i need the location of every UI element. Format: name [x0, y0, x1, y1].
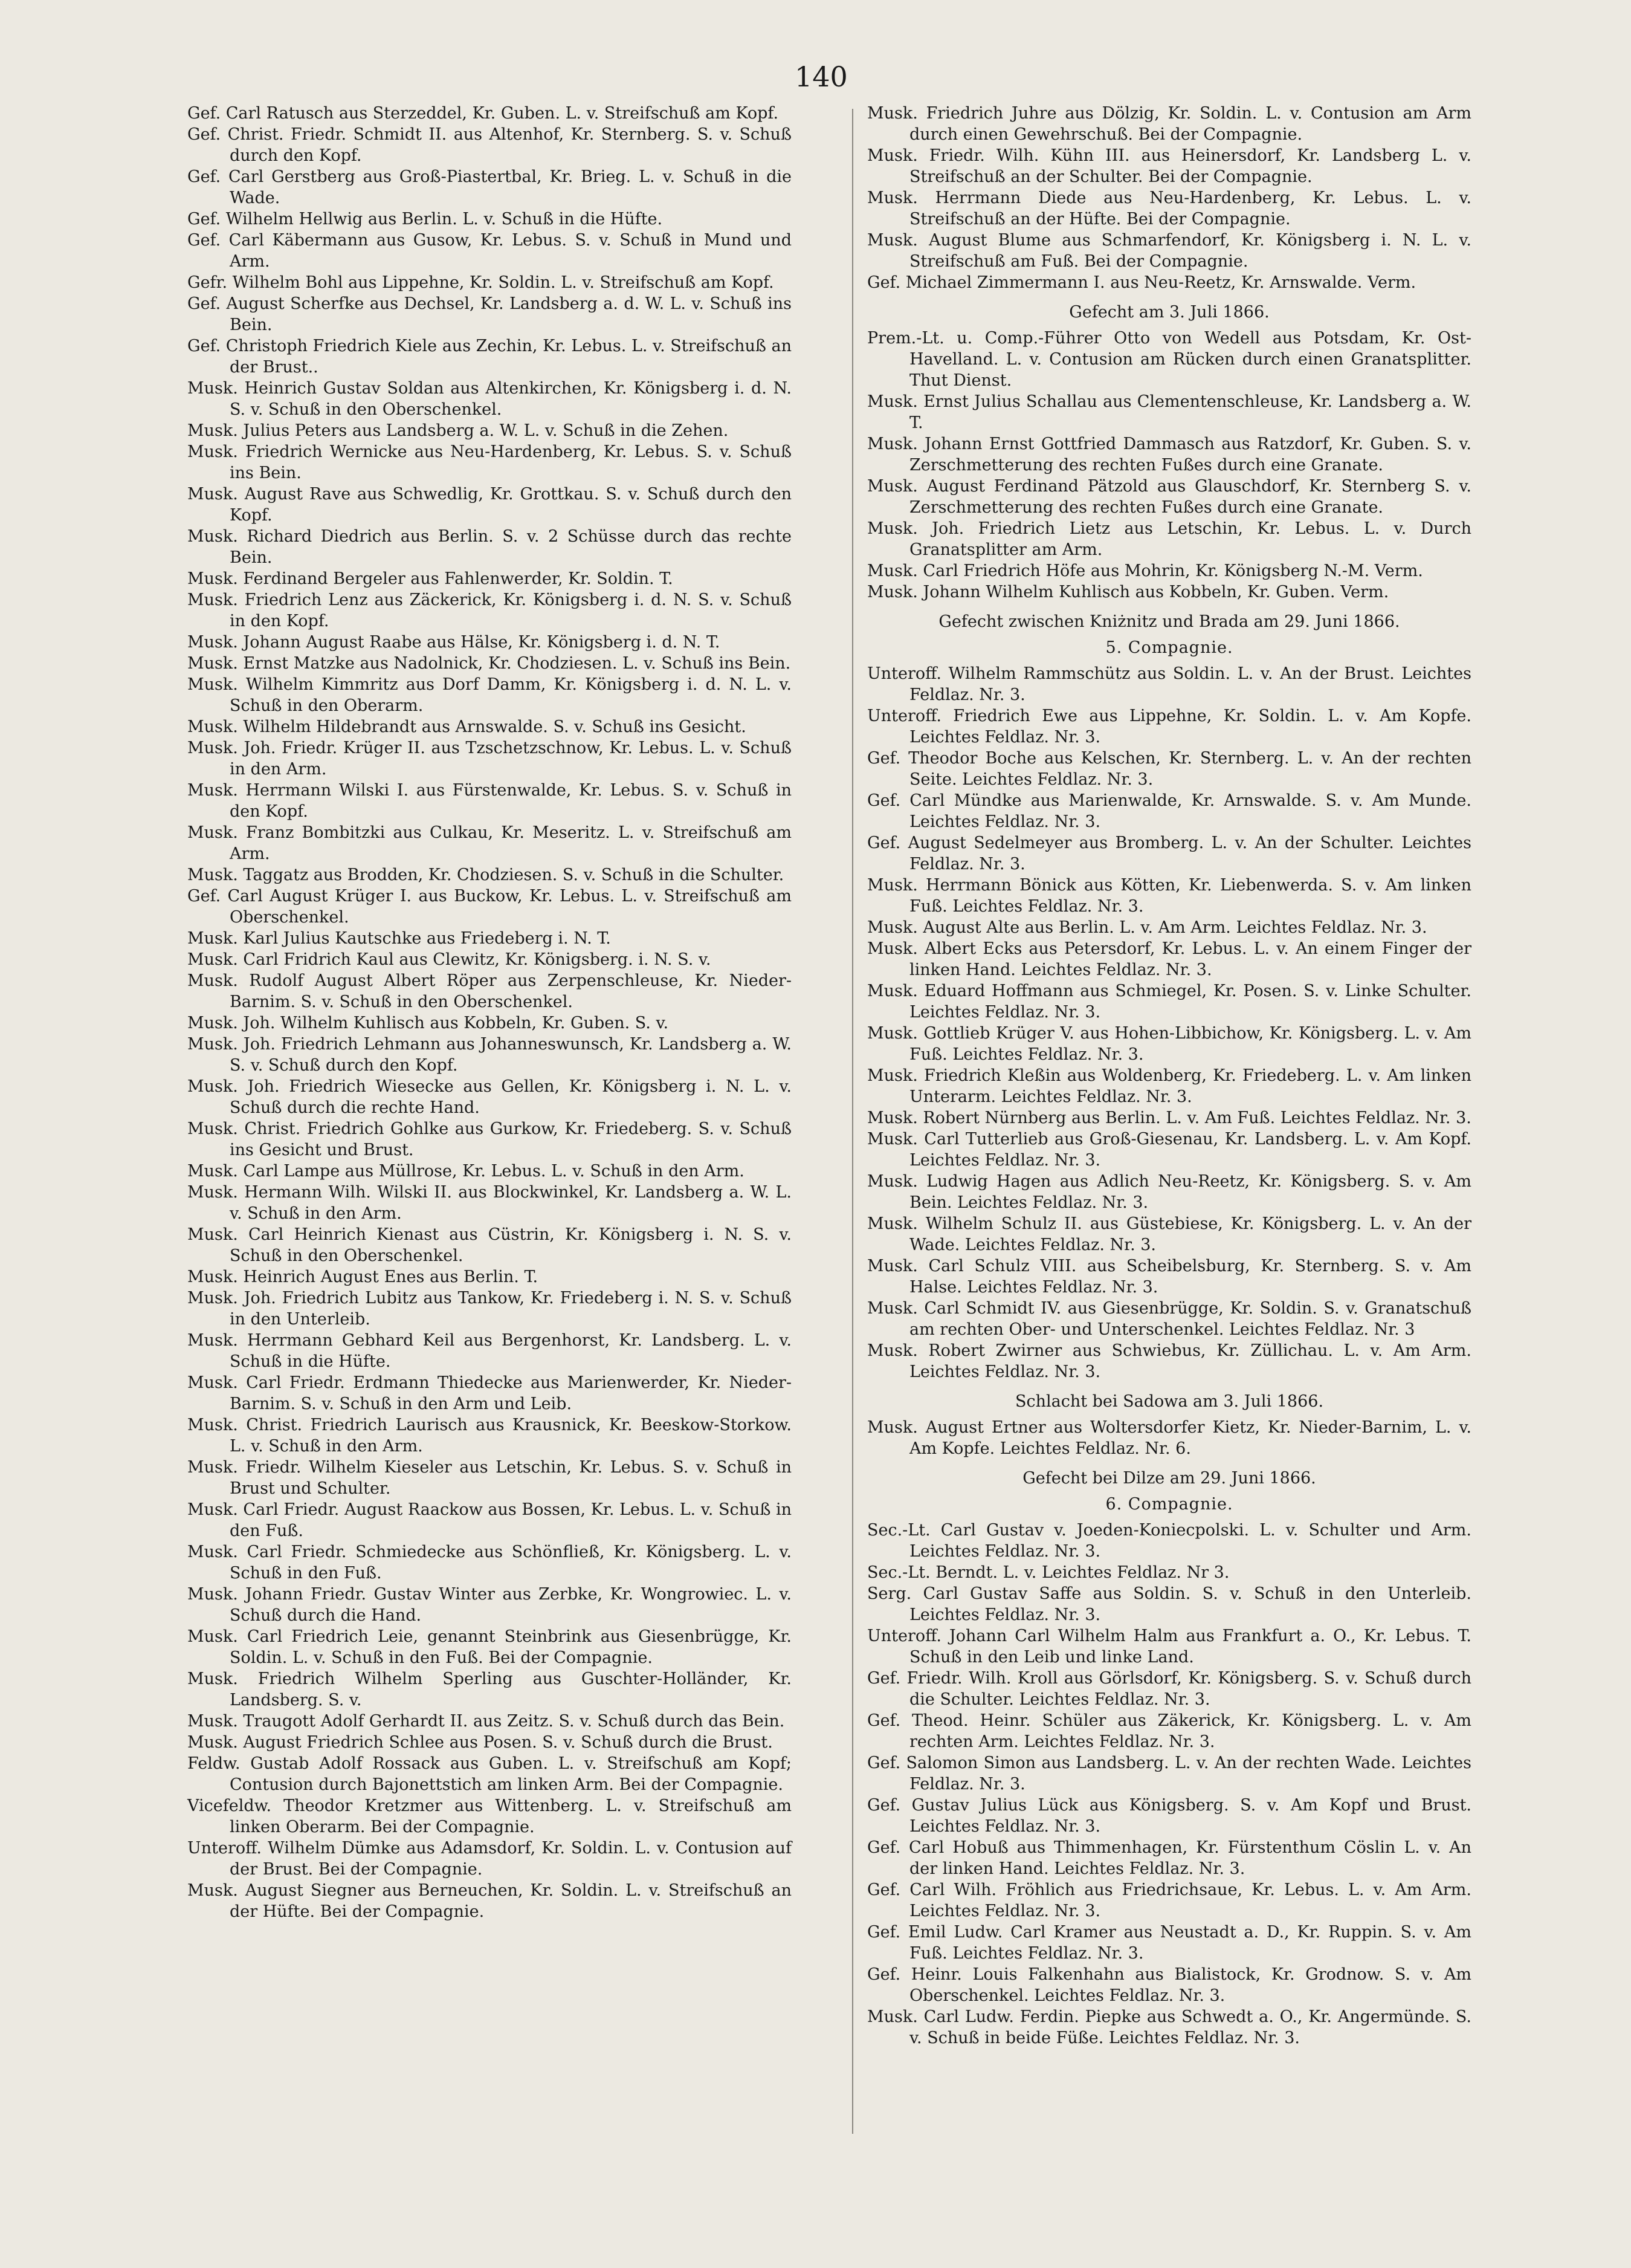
casualty-entry: Musk. Carl Fridrich Kaul aus Clewitz, Kr. Königsberg. i. N. S. v. — [187, 950, 711, 969]
casualty-entry: Musk. Joh. Friedrich Lubitz aus Tankow, Kr. Friedeberg i. N. S. v. Schuß in den Unterleib. — [187, 1289, 792, 1329]
casualty-entry: Gef. Christoph Friedrich Kiele aus Zechin, Kr. Lebus. L. v. Streifschuß an der Brust.. — [187, 337, 792, 377]
casualty-entry: Gef. Emil Ludw. Carl Kramer aus Neustadt a. D., Kr. Ruppin. S. v. Am Fuß. Leichtes Feldlaz. Nr. 3. — [867, 1923, 1471, 1963]
section-heading: Gefecht zwischen Kniżnitz und Brada am 29. Juni 1866. — [938, 612, 1400, 631]
casualty-entry: Gefr. Wilhelm Bohl aus Lippehne, Kr. Soldin. L. v. Streifschuß am Kopf. — [187, 273, 774, 292]
casualty-entry: Gef. Theod. Heinr. Schüler aus Zäkerick, Kr. Königsberg. L. v. Am rechten Arm. Leichtes Feldlaz. Nr. 3. — [867, 1711, 1471, 1751]
right-column — [867, 103, 1471, 2049]
casualty-entry: Gef. Michael Zimmermann I. aus Neu-Reetz, Kr. Arnswalde. Verm. — [867, 273, 1416, 292]
casualty-entry: Musk. August Ertner aus Woltersdorfer Kietz, Kr. Nieder-Barnim, L. v. Am Kopfe. Leichtes Feldlaz. Nr. 6. — [867, 1418, 1471, 1458]
casualty-entry: Musk. Rudolf August Albert Röper aus Zerpenschleuse, Kr. Nieder-Barnim. S. v. Schuß in den Oberschenkel. — [187, 971, 792, 1011]
casualty-entry: Musk. Carl Friedr. Erdmann Thiedecke aus Marienwerder, Kr. Nieder-Barnim. S. v. Schuß in den Arm und Leib. — [187, 1373, 792, 1413]
casualty-entry: Gef. Heinr. Louis Falkenhahn aus Bialistock, Kr. Grodnow. S. v. Am Oberschenkel. Leichtes Feldlaz. Nr. 3. — [867, 1965, 1471, 2005]
casualty-entry: Gef. August Scherfke aus Dechsel, Kr. Landsberg a. d. W. L. v. Schuß ins Bein. — [187, 294, 792, 334]
casualty-entry: Musk. Robert Nürnberg aus Berlin. L. v. Am Fuß. Leichtes Feldlaz. Nr. 3. — [867, 1109, 1471, 1127]
casualty-entry: Musk. Carl Friedrich Höfe aus Mohrin, Kr. Königsberg N.-M. Verm. — [867, 562, 1423, 580]
section-heading: Gefecht bei Dilze am 29. Juni 1866. — [1022, 1469, 1316, 1488]
casualty-entry: Musk. Heinrich August Enes aus Berlin. T. — [187, 1268, 538, 1286]
casualty-entry: Musk. Joh. Friedr. Krüger II. aus Tzschetzschnow, Kr. Lebus. L. v. Schuß in den Arm. — [187, 739, 792, 779]
casualty-entry: Gef. Theodor Boche aus Kelschen, Kr. Sternberg. L. v. An der rechten Seite. Leichtes Feldlaz. Nr. 3. — [867, 749, 1471, 789]
casualty-entry: Gef. Carl Gerstberg aus Groß-Piastertbal, Kr. Brieg. L. v. Schuß in die Wade. — [187, 167, 792, 207]
section-heading: Gefecht am 3. Juli 1866. — [1069, 303, 1270, 322]
casualty-entry: Musk. Christ. Friedrich Gohlke aus Gurkow, Kr. Friedeberg. S. v. Schuß ins Gesicht und Brust. — [187, 1119, 792, 1159]
casualty-entry: Musk. August Friedrich Schlee aus Posen. S. v. Schuß durch die Brust. — [187, 1733, 773, 1752]
casualty-entry: Gef. Gustav Julius Lück aus Königsberg. S. v. Am Kopf und Brust. Leichtes Feldlaz. Nr. 3. — [867, 1796, 1471, 1836]
company-heading: 6. Compagnie. — [1105, 1495, 1233, 1514]
casualty-entry: Gef. Carl Käbermann aus Gusow, Kr. Lebus. S. v. Schuß in Mund und Arm. — [187, 231, 792, 271]
casualty-entry: Musk. Heinrich Gustav Soldan aus Altenkirchen, Kr. Königsberg i. d. N. S. v. Schuß in den Oberschenkel. — [187, 379, 792, 419]
casualty-entry: Gef. Carl Wilh. Fröhlich aus Friedrichsaue, Kr. Lebus. L. v. Am Arm. Leichtes Feldlaz. Nr. 3. — [867, 1881, 1471, 1920]
casualty-entry: Gef. Carl August Krüger I. aus Buckow, Kr. Lebus. L. v. Streifschuß am Oberschenkel. — [187, 887, 792, 927]
casualty-entry: Prem.-Lt. u. Comp.-Führer Otto von Wedell aus Potsdam, Kr. Ost-Havelland. L. v. Contusion am Rücken durch einen Granatsplitter. Thut Dienst. — [867, 329, 1471, 390]
casualty-entry: Musk. Carl Ludw. Ferdin. Piepke aus Schwedt a. O., Kr. Angermünde. S. v. Schuß in beide Füße. Leichtes Feldlaz. Nr. 3. — [867, 2007, 1471, 2047]
casualty-entry: Gef. Salomon Simon aus Landsberg. L. v. An der rechten Wade. Leichtes Feldlaz. Nr. 3. — [867, 1754, 1471, 1793]
casualty-entry: Musk. August Rave aus Schwedlig, Kr. Grottkau. S. v. Schuß durch den Kopf. — [187, 485, 792, 525]
casualty-entry: Musk. Carl Lampe aus Müllrose, Kr. Lebus. L. v. Schuß in den Arm. — [187, 1162, 744, 1181]
casualty-entry: Musk. Traugott Adolf Gerhardt II. aus Zeitz. S. v. Schuß durch das Bein. — [187, 1712, 785, 1731]
casualty-entry: Musk. Carl Schulz VIII. aus Scheibelsburg, Kr. Sternberg. S. v. Am Halse. Leichtes Feldlaz. Nr. 3. — [867, 1257, 1471, 1297]
casualty-entry: Musk. Hermann Wilh. Wilski II. aus Blockwinkel, Kr. Landsberg a. W. L. v. Schuß in den Arm. — [187, 1183, 792, 1223]
casualty-entry: Gef. Carl Ratusch aus Sterzeddel, Kr. Guben. L. v. Streifschuß am Kopf. — [187, 104, 779, 123]
casualty-entry: Musk. Christ. Friedrich Laurisch aus Krausnick, Kr. Beeskow-Storkow. L. v. Schuß in den Arm. — [187, 1416, 792, 1456]
casualty-entry: Musk. Friedrich Juhre aus Dölzig, Kr. Soldin. L. v. Contusion am Arm durch einen Gewehrschuß. Bei der Compagnie. — [867, 104, 1471, 144]
casualty-entry: Musk. Johann Ernst Gottfried Dammasch aus Ratzdorf, Kr. Guben. S. v. Zerschmetterung des rechten Fußes durch eine Granate. — [867, 435, 1471, 475]
casualty-entry: Musk. August Blume aus Schmarfendorf, Kr. Königsberg i. N. L. v. Streifschuß am Fuß. Bei der Compagnie. — [867, 231, 1471, 271]
casualty-entry: Musk. Wilhelm Schulz II. aus Güstebiese, Kr. Königsberg. L. v. An der Wade. Leichtes Feldlaz. Nr. 3. — [867, 1214, 1471, 1254]
casualty-entry: Musk. Ludwig Hagen aus Adlich Neu-Reetz, Kr. Königsberg. S. v. Am Bein. Leichtes Feldlaz. Nr. 3. — [867, 1172, 1471, 1212]
casualty-entry: Musk. Carl Schmidt IV. aus Giesenbrügge, Kr. Soldin. S. v. Granatschuß am rechten Ober- und Unterschenkel. Leichtes Feldlaz. Nr. 3 — [867, 1299, 1471, 1339]
casualty-entry: Sec.-Lt. Berndt. L. v. Leichtes Feldlaz. Nr 3. — [867, 1563, 1230, 1582]
casualty-entry: Musk. Carl Tutterlieb aus Groß-Giesenau, Kr. Landsberg. L. v. Am Kopf. Leichtes Feldlaz. Nr. 3. — [867, 1130, 1471, 1170]
casualty-entry: Unteroff. Wilhelm Dümke aus Adamsdorf, Kr. Soldin. L. v. Contusion auf der Brust. Bei der Compagnie. — [187, 1839, 792, 1879]
casualty-entry: Musk. Friedrich Kleßin aus Woldenberg, Kr. Friedeberg. L. v. Am linken Unterarm. Leichtes Feldlaz. Nr. 3. — [867, 1066, 1471, 1106]
casualty-entry: Musk. Robert Zwirner aus Schwiebus, Kr. Züllichau. L. v. Am Arm. Leichtes Feldlaz. Nr. 3. — [867, 1341, 1471, 1381]
casualty-entry: Gef. Friedr. Wilh. Kroll aus Görlsdorf, Kr. Königsberg. S. v. Schuß durch die Schulter. Leichtes Feldlaz. Nr. 3. — [867, 1669, 1471, 1709]
casualty-entry: Musk. Eduard Hoffmann aus Schmiegel, Kr. Posen. S. v. Linke Schulter. Leichtes Feldlaz. Nr. 3. — [867, 982, 1471, 1022]
left-column — [187, 103, 792, 1922]
page-number: 140 — [795, 60, 848, 93]
casualty-entry: Musk. Ferdinand Bergeler aus Fahlenwerder, Kr. Soldin. T. — [187, 569, 673, 588]
casualty-entry: Musk. Carl Friedr. Schmiedecke aus Schönfließ, Kr. Königsberg. L. v. Schuß in den Fuß. — [187, 1543, 792, 1583]
casualty-entry: Sec.-Lt. Carl Gustav v. Joeden-Koniecpolski. L. v. Schulter und Arm. Leichtes Feldlaz. Nr. 3. — [867, 1521, 1471, 1561]
casualty-entry: Musk. Joh. Friedrich Lehmann aus Johanneswunsch, Kr. Landsberg a. W. S. v. Schuß durch den Kopf. — [187, 1035, 792, 1075]
casualty-entry: Musk. Carl Friedr. August Raackow aus Bossen, Kr. Lebus. L. v. Schuß in den Fuß. — [187, 1500, 792, 1540]
casualty-entry: Gef. Carl Hobuß aus Thimmenhagen, Kr. Fürstenthum Cöslin L. v. An der linken Hand. Leichtes Feldlaz. Nr. 3. — [867, 1838, 1471, 1878]
column-divider — [852, 109, 853, 2134]
casualty-entry: Musk. Gottlieb Krüger V. aus Hohen-Libbichow, Kr. Königsberg. L. v. Am Fuß. Leichtes Feldlaz. Nr. 3. — [867, 1024, 1471, 1064]
casualty-entry: Musk. August Ferdinand Pätzold aus Glauschdorf, Kr. Sternberg S. v. Zerschmetterung des rechten Fußes durch eine Granate. — [867, 477, 1471, 517]
casualty-entry: Musk. Friedrich Wernicke aus Neu-Hardenberg, Kr. Lebus. S. v. Schuß ins Bein. — [187, 442, 792, 482]
casualty-entry: Musk. August Siegner aus Berneuchen, Kr. Soldin. L. v. Streifschuß an der Hüfte. Bei der Compagnie. — [187, 1881, 792, 1921]
casualty-entry: Musk. Joh. Friedrich Wiesecke aus Gellen, Kr. Königsberg i. N. L. v. Schuß durch die rechte Hand. — [187, 1077, 792, 1117]
casualty-entry: Vicefeldw. Theodor Kretzmer aus Wittenberg. L. v. Streifschuß am linken Oberarm. Bei der Compagnie. — [187, 1797, 792, 1836]
casualty-entry: Musk. Friedrich Wilhelm Sperling aus Guschter-Holländer, Kr. Landsberg. S. v. — [187, 1670, 792, 1709]
casualty-entry: Musk. Herrmann Gebhard Keil aus Bergenhorst, Kr. Landsberg. L. v. Schuß in die Hüfte. — [187, 1331, 792, 1371]
casualty-entry: Musk. Franz Bombitzki aus Culkau, Kr. Meseritz. L. v. Streifschuß am Arm. — [187, 823, 792, 863]
casualty-entry: Serg. Carl Gustav Saffe aus Soldin. S. v. Schuß in den Unterleib. Leichtes Feldlaz. Nr. 3. — [867, 1584, 1471, 1624]
casualty-entry: Musk. Herrmann Wilski I. aus Fürstenwalde, Kr. Lebus. S. v. Schuß in den Kopf. — [187, 781, 792, 821]
casualty-entry: Musk. Joh. Wilhelm Kuhlisch aus Kobbeln, Kr. Guben. S. v. — [187, 1014, 669, 1032]
casualty-entry: Musk. Julius Peters aus Landsberg a. W. L. v. Schuß in die Zehen. — [187, 421, 729, 440]
casualty-entry: Musk. Friedrich Lenz aus Zäckerick, Kr. Königsberg i. d. N. S. v. Schuß in den Kopf. — [187, 591, 792, 630]
casualty-entry: Musk. Herrmann Bönick aus Kötten, Kr. Liebenwerda. S. v. Am linken Fuß. Leichtes Feldlaz. Nr. 3. — [867, 876, 1471, 916]
casualty-entry: Unteroff. Johann Carl Wilhelm Halm aus Frankfurt a. O., Kr. Lebus. T. Schuß in den Leib und linke Land. — [867, 1627, 1471, 1667]
casualty-entry: Musk. Richard Diedrich aus Berlin. S. v. 2 Schüsse durch das rechte Bein. — [187, 527, 792, 567]
casualty-entry: Musk. Wilhelm Hildebrandt aus Arnswalde. S. v. Schuß ins Gesicht. — [187, 718, 746, 736]
casualty-entry: Gef. Christ. Friedr. Schmidt II. aus Altenhof, Kr. Sternberg. S. v. Schuß durch den Kopf. — [187, 125, 792, 165]
casualty-entry: Musk. Herrmann Diede aus Neu-Hardenberg, Kr. Lebus. L. v. Streifschuß an der Hüfte. Bei der Compagnie. — [867, 189, 1471, 228]
casualty-entry: Feldw. Gustab Adolf Rossack aus Guben. L. v. Streifschuß am Kopf; Contusion durch Bajonettstich am linken Arm. Bei der Compagnie. — [187, 1754, 792, 1794]
casualty-entry: Gef. Carl Mündke aus Marienwalde, Kr. Arnswalde. S. v. Am Munde. Leichtes Feldlaz. Nr. 3. — [867, 791, 1471, 831]
casualty-entry: Musk. Carl Heinrich Kienast aus Cüstrin, Kr. Königsberg i. N. S. v. Schuß in den Oberschenkel. — [187, 1225, 792, 1265]
casualty-entry: Musk. Johann Wilhelm Kuhlisch aus Kobbeln, Kr. Guben. Verm. — [867, 583, 1389, 601]
casualty-entry: Musk. Friedr. Wilhelm Kieseler aus Letschin, Kr. Lebus. S. v. Schuß in Brust und Schulter. — [187, 1458, 792, 1498]
casualty-entry: Musk. Carl Friedrich Leie, genannt Steinbrink aus Giesenbrügge, Kr. Soldin. L. v. Schuß in den Fuß. Bei der Compagnie. — [187, 1627, 792, 1667]
casualty-entry: Musk. Johann Friedr. Gustav Winter aus Zerbke, Kr. Wongrowiec. L. v. Schuß durch die Hand. — [187, 1585, 792, 1625]
casualty-entry: Musk. Wilhelm Kimmritz aus Dorf Damm, Kr. Königsberg i. d. N. L. v. Schuß in den Oberarm. — [187, 675, 792, 715]
casualty-entry: Musk. Ernst Matzke aus Nadolnick, Kr. Chodziesen. L. v. Schuß ins Bein. — [187, 654, 791, 673]
casualty-entry: Musk. Ernst Julius Schallau aus Clementenschleuse, Kr. Landsberg a. W. T. — [867, 392, 1471, 432]
casualty-entry: Gef. August Sedelmeyer aus Bromberg. L. v. An der Schulter. Leichtes Feldlaz. Nr. 3. — [867, 834, 1471, 873]
casualty-entry: Musk. August Alte aus Berlin. L. v. Am Arm. Leichtes Feldlaz. Nr. 3. — [867, 918, 1427, 937]
casualty-entry: Musk. Albert Ecks aus Petersdorf, Kr. Lebus. L. v. An einem Finger der linken Hand. Leichtes Feldlaz. Nr. 3. — [867, 939, 1471, 979]
casualty-entry: Gef. Wilhelm Hellwig aus Berlin. L. v. Schuß in die Hüfte. — [187, 210, 663, 228]
casualty-entry: Unteroff. Friedrich Ewe aus Lippehne, Kr. Soldin. L. v. Am Kopfe. Leichtes Feldlaz. Nr. 3. — [867, 707, 1471, 747]
section-heading: Schlacht bei Sadowa am 3. Juli 1866. — [1015, 1392, 1324, 1411]
casualty-entry: Musk. Friedr. Wilh. Kühn III. aus Heinersdorf, Kr. Landsberg L. v. Streifschuß an der Schulter. Bei der Compagnie. — [867, 146, 1471, 186]
casualty-entry: Unteroff. Wilhelm Rammschütz aus Soldin. L. v. An der Brust. Leichtes Feldlaz. Nr. 3. — [867, 664, 1471, 704]
casualty-entry: Musk. Johann August Raabe aus Hälse, Kr. Königsberg i. d. N. T. — [187, 633, 720, 652]
casualty-entry: Musk. Taggatz aus Brodden, Kr. Chodziesen. S. v. Schuß in die Schulter. — [187, 866, 784, 884]
company-heading: 5. Compagnie. — [1105, 638, 1233, 657]
casualty-entry: Musk. Karl Julius Kautschke aus Friedeberg i. N. T. — [187, 929, 611, 948]
casualty-entry: Musk. Joh. Friedrich Lietz aus Letschin, Kr. Lebus. L. v. Durch Granatsplitter am Arm. — [867, 519, 1471, 559]
